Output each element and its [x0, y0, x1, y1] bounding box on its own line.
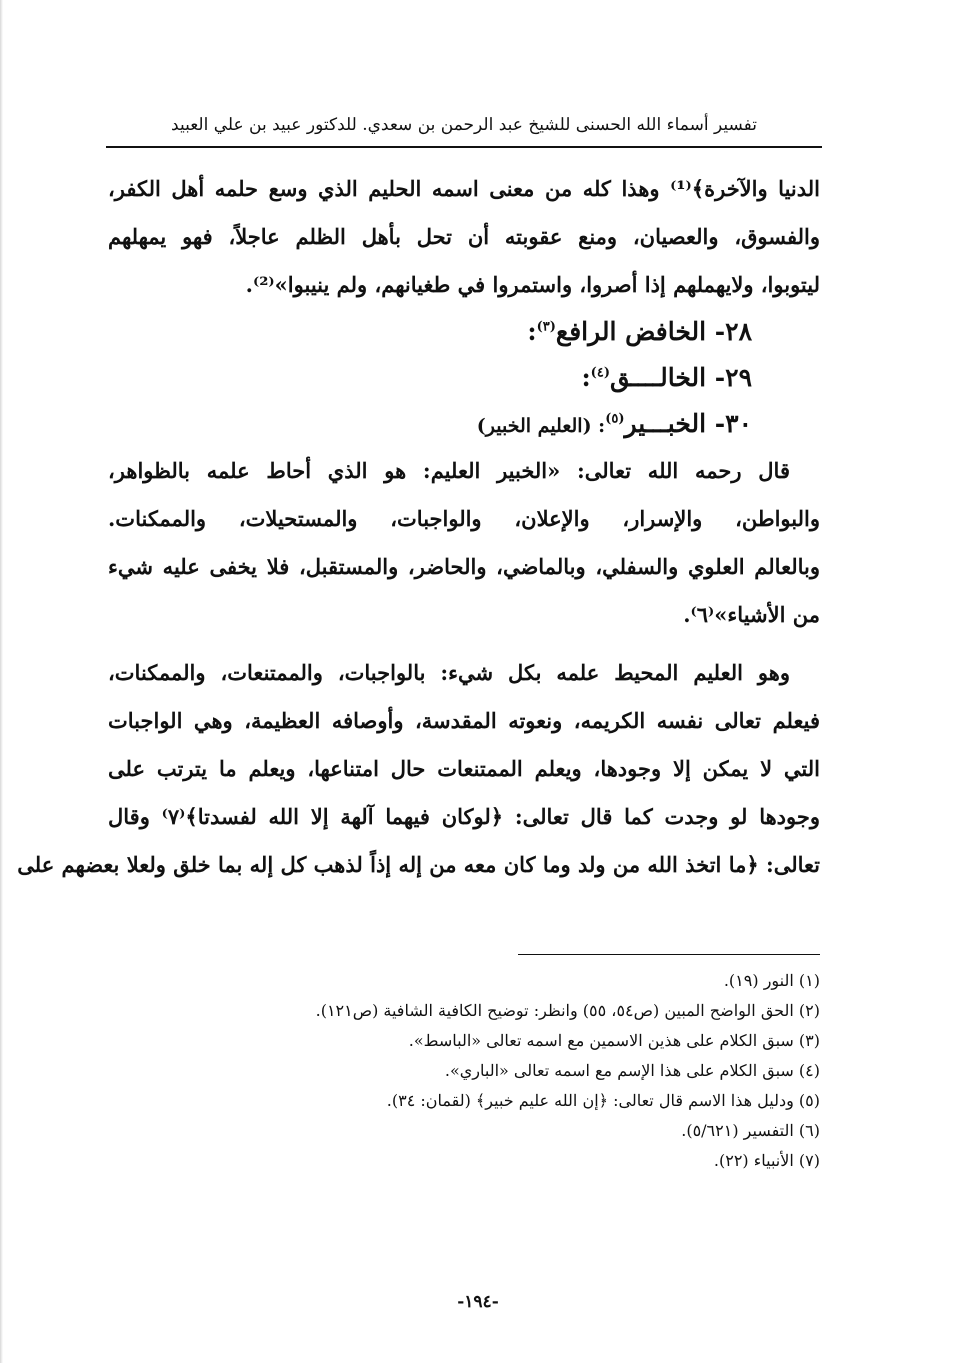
- footnote-ref: (٥): [605, 411, 625, 427]
- text-line: وجودها لو وجدت كما قال تعالى: ﴿لوكان فيهما آلهة إلا الله لفسدتا﴾⁽٧⁾ وقال: [108, 804, 821, 829]
- heading-tail: : (العليم الخبير): [476, 415, 606, 437]
- text-line: قال رحمه الله تعالى: «الخبير العليم: هو الذي أحاط علمه بالظواهر،: [108, 458, 790, 483]
- text-line: وهو العليم المحيط علمه بكل شيء: بالواجبات، والممتنعات، والممكنات،: [108, 660, 790, 685]
- running-header: تفسير أسماء الله الحسنى للشيخ عبد الرحمن بن سعدي. للدكتور عبيد بن علي العبيد: [171, 115, 757, 135]
- heading-text: ٢٩- الخالــــق: [609, 363, 752, 392]
- footnote-ref: (٣): [536, 319, 556, 335]
- heading-text: ٢٨- الخافض الرافع: [555, 317, 752, 346]
- scan-edge-shadow: [0, 0, 3, 1363]
- header-rule: [106, 146, 822, 148]
- footnotes: [108, 966, 820, 1176]
- footnote: (٢) الحق الواضح المبين (ص٥٤، ٥٥) وانظر: توضيح الكافية الشافية (ص١٢١).: [315, 1001, 820, 1020]
- footnote: (٦) التفسير (٥/٦٢١).: [681, 1121, 820, 1140]
- text-line: التي لا يمكن إلا وجودها، ويعلم الممتنعات حال امتناعها، ويعلم ما يترتب على: [108, 756, 820, 781]
- footnote-rule: [518, 954, 820, 955]
- footnote: (٣) سبق الكلام على هذين الاسمين مع اسمه تعالى «الباسط».: [408, 1031, 820, 1050]
- footnote: (٧) الأنبياء (٢٢).: [713, 1151, 820, 1170]
- footnote-ref: (٤): [590, 365, 610, 381]
- heading-text: ٣٠- الخبـــير: [624, 409, 752, 438]
- text-line: فيعلم تعالى نفسه الكريمه، ونعوته المقدسة، وأوصافه العظيمة، وهي الواجبات: [108, 708, 820, 733]
- text-line: والبواطن، والإسرار، والإعلان، والواجبات، والمستحيلات، والممكنات.: [108, 506, 820, 531]
- footnote: (٥) ودليل هذا الاسم قال تعالى: ﴿إن الله عليم خبير﴾ (لقمان: ٣٤).: [386, 1091, 820, 1110]
- heading-tail: :: [581, 363, 591, 392]
- text-line: من الأشياء»⁽٦⁾.: [683, 602, 820, 627]
- page-number: -١٩٤-: [457, 1292, 499, 1312]
- name-heading-28: [108, 309, 820, 355]
- footnote: (٤) سبق الكلام على هذا الإسم مع اسمه تعالى «الباري».: [444, 1061, 820, 1080]
- text-line: والفسوق، والعصيان، ومنع عقوبته أن تحل بأهل الظلم عاجلاً، فهو يمهلهم: [108, 224, 820, 249]
- text-line: الدنيا والآخرة﴾⁽¹⁾ وهذا كله من معنى اسمه الحليم الذي وسع حلمه أهل الكفر،: [108, 176, 821, 201]
- name-heading-29: [108, 355, 820, 401]
- footnote: (١) النور (١٩).: [723, 971, 820, 990]
- heading-tail: :: [527, 317, 537, 346]
- name-heading-30: [108, 401, 820, 447]
- text-line: ليتوبوا، ولايهملهم إذا أصروا، واستمروا في طغيانهم، ولم ينيبوا»⁽²⁾.: [245, 272, 820, 297]
- main-text: [17, 165, 821, 889]
- text-line: تعالى: ﴿ما اتخذ الله من ولد وما كان معه من إله إذاً لذهب كل إله بما خلق ولعلا بعضهم على: [17, 852, 820, 877]
- text-line: وبالعالم العلوي والسفلي، وبالماضي، والحاضر، والمستقبل، فلا يخفى عليه شيء: [108, 554, 820, 579]
